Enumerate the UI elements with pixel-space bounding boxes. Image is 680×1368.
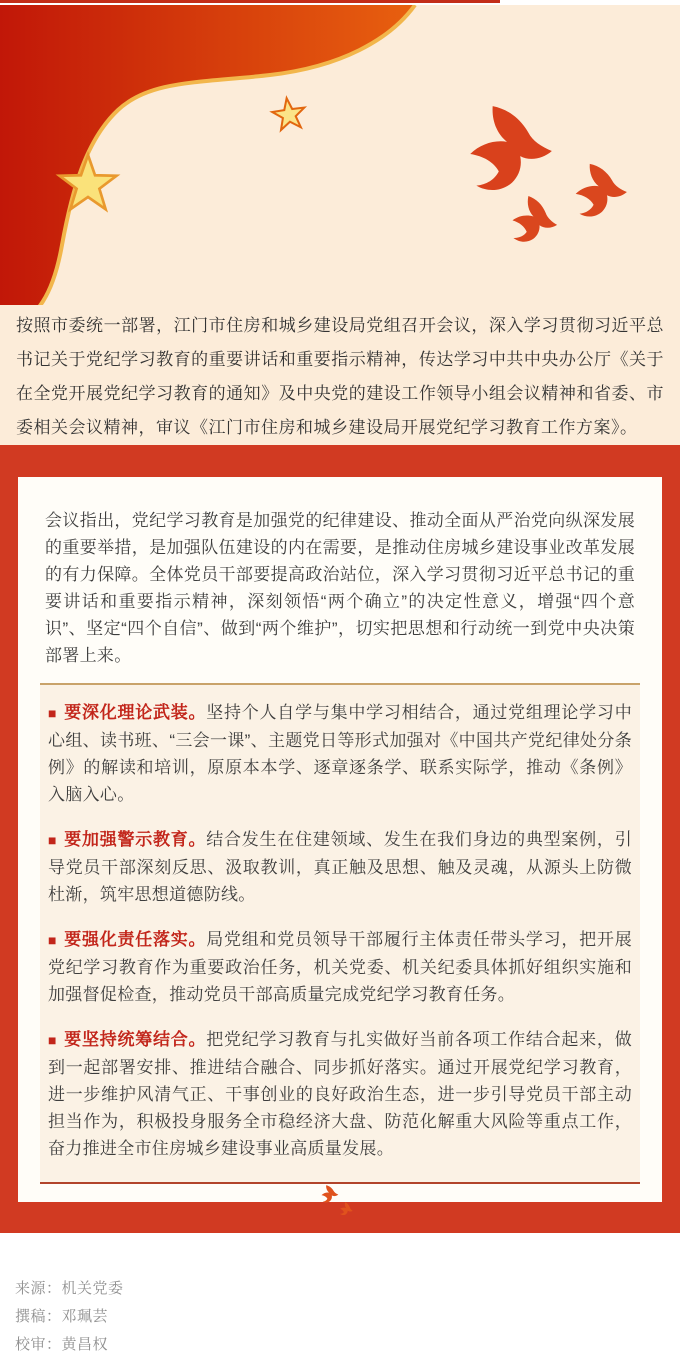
bullet-text: 坚持个人自学与集中学习相结合，通过党组理论学习中心组、读书班、“三会一课”、主题党日等形式加强对《中国共产党纪律处分条例》的解读和培训，原原本本学、逐章逐条学、联系实际学，推动《条例》入脑入心。: [48, 703, 632, 804]
intro-paragraph: 按照市委统一部署，江门市住房和城乡建设局党组召开会议，深入学习贯彻习近平总书记关于党纪学习教育的重要讲话和重要指示精神，传达学习中共中央办公厅《关于在全党开展党纪学习教育的通知》及中央党的建设工作领导小组会议精神和省委、市委相关会议精神，审议《江门市住房和城乡建设局开展党纪学习教育工作方案》。: [16, 316, 664, 437]
bullet-square-icon: ■: [48, 832, 58, 848]
bullet-heading: 要强化责任落实。: [64, 930, 207, 949]
bullet-square-icon: ■: [48, 705, 58, 721]
credit-author: 撰稿：邓珮芸: [15, 1308, 109, 1325]
key-points-box: [40, 683, 640, 1184]
dove-pair-graphic: [305, 1184, 375, 1224]
content-card: [18, 477, 662, 1202]
bullet-item: [48, 1026, 632, 1162]
bullet-item: [48, 926, 632, 1008]
credit-reviewer: 校审：黄昌权: [15, 1336, 109, 1353]
banner-graphic: [0, 5, 680, 305]
bullet-item: [48, 699, 632, 808]
bullet-square-icon: ■: [48, 1032, 58, 1048]
red-body-section: [0, 445, 680, 1233]
card-footer-doves: [45, 1184, 635, 1206]
credits-section: [0, 1233, 680, 1368]
bullet-text: 局党组和党员领导干部履行主体责任带头学习，把开展党纪学习教育作为重要政治任务，机关党委、机关纪委具体抓好组织实施和加强督促检查，推动党员干部高质量完成党纪学习教育任务。: [48, 930, 632, 1004]
meeting-summary-paragraph: 会议指出，党纪学习教育是加强党的纪律建设、推动全面从严治党向纵深发展的重要举措，是加强队伍建设的内在需要，是推动住房城乡建设事业改革发展的有力保障。全体党员干部要提高政治站位，深入学习贯彻习近平总书记的重要讲话和重要指示精神，深刻领悟“两个确立”的决定性意义，增强“四个意识”、坚定“四个自信”、做到“两个维护”，切实把思想和行动统一到党中央决策部署上来。: [45, 511, 635, 665]
bullet-square-icon: ■: [48, 932, 58, 948]
bullet-item: [48, 826, 632, 908]
bullet-heading: 要深化理论武装。: [64, 703, 207, 722]
dove-icon: [339, 1201, 354, 1217]
bullet-heading: 要加强警示教育。: [64, 830, 207, 849]
bullet-heading: 要坚持统筹结合。: [64, 1030, 207, 1049]
top-hairline: [0, 0, 500, 3]
banner-section: [0, 5, 680, 445]
bullet-text: 结合发生在住建领域、发生在我们身边的典型案例，引导党员干部深刻反思、汲取教训，真正触及思想、触及灵魂，从源头上防微杜渐，筑牢思想道德防线。: [48, 830, 632, 904]
credit-source: 来源：机关党委: [15, 1280, 124, 1297]
dove-icon: [322, 1185, 339, 1202]
bullet-text: 把党纪学习教育与扎实做好当前各项工作结合起来，做到一起部署安排、推进结合融合、同步抓好落实。通过开展党纪学习教育，进一步维护风清气正、干事创业的良好政治生态，进一步引导党员干部主动担当作为，积极投身服务全市稳经济大盘、防范化解重大风险等重点工作，奋力推进全市住房城乡建设事业高质量发展。: [48, 1030, 632, 1158]
